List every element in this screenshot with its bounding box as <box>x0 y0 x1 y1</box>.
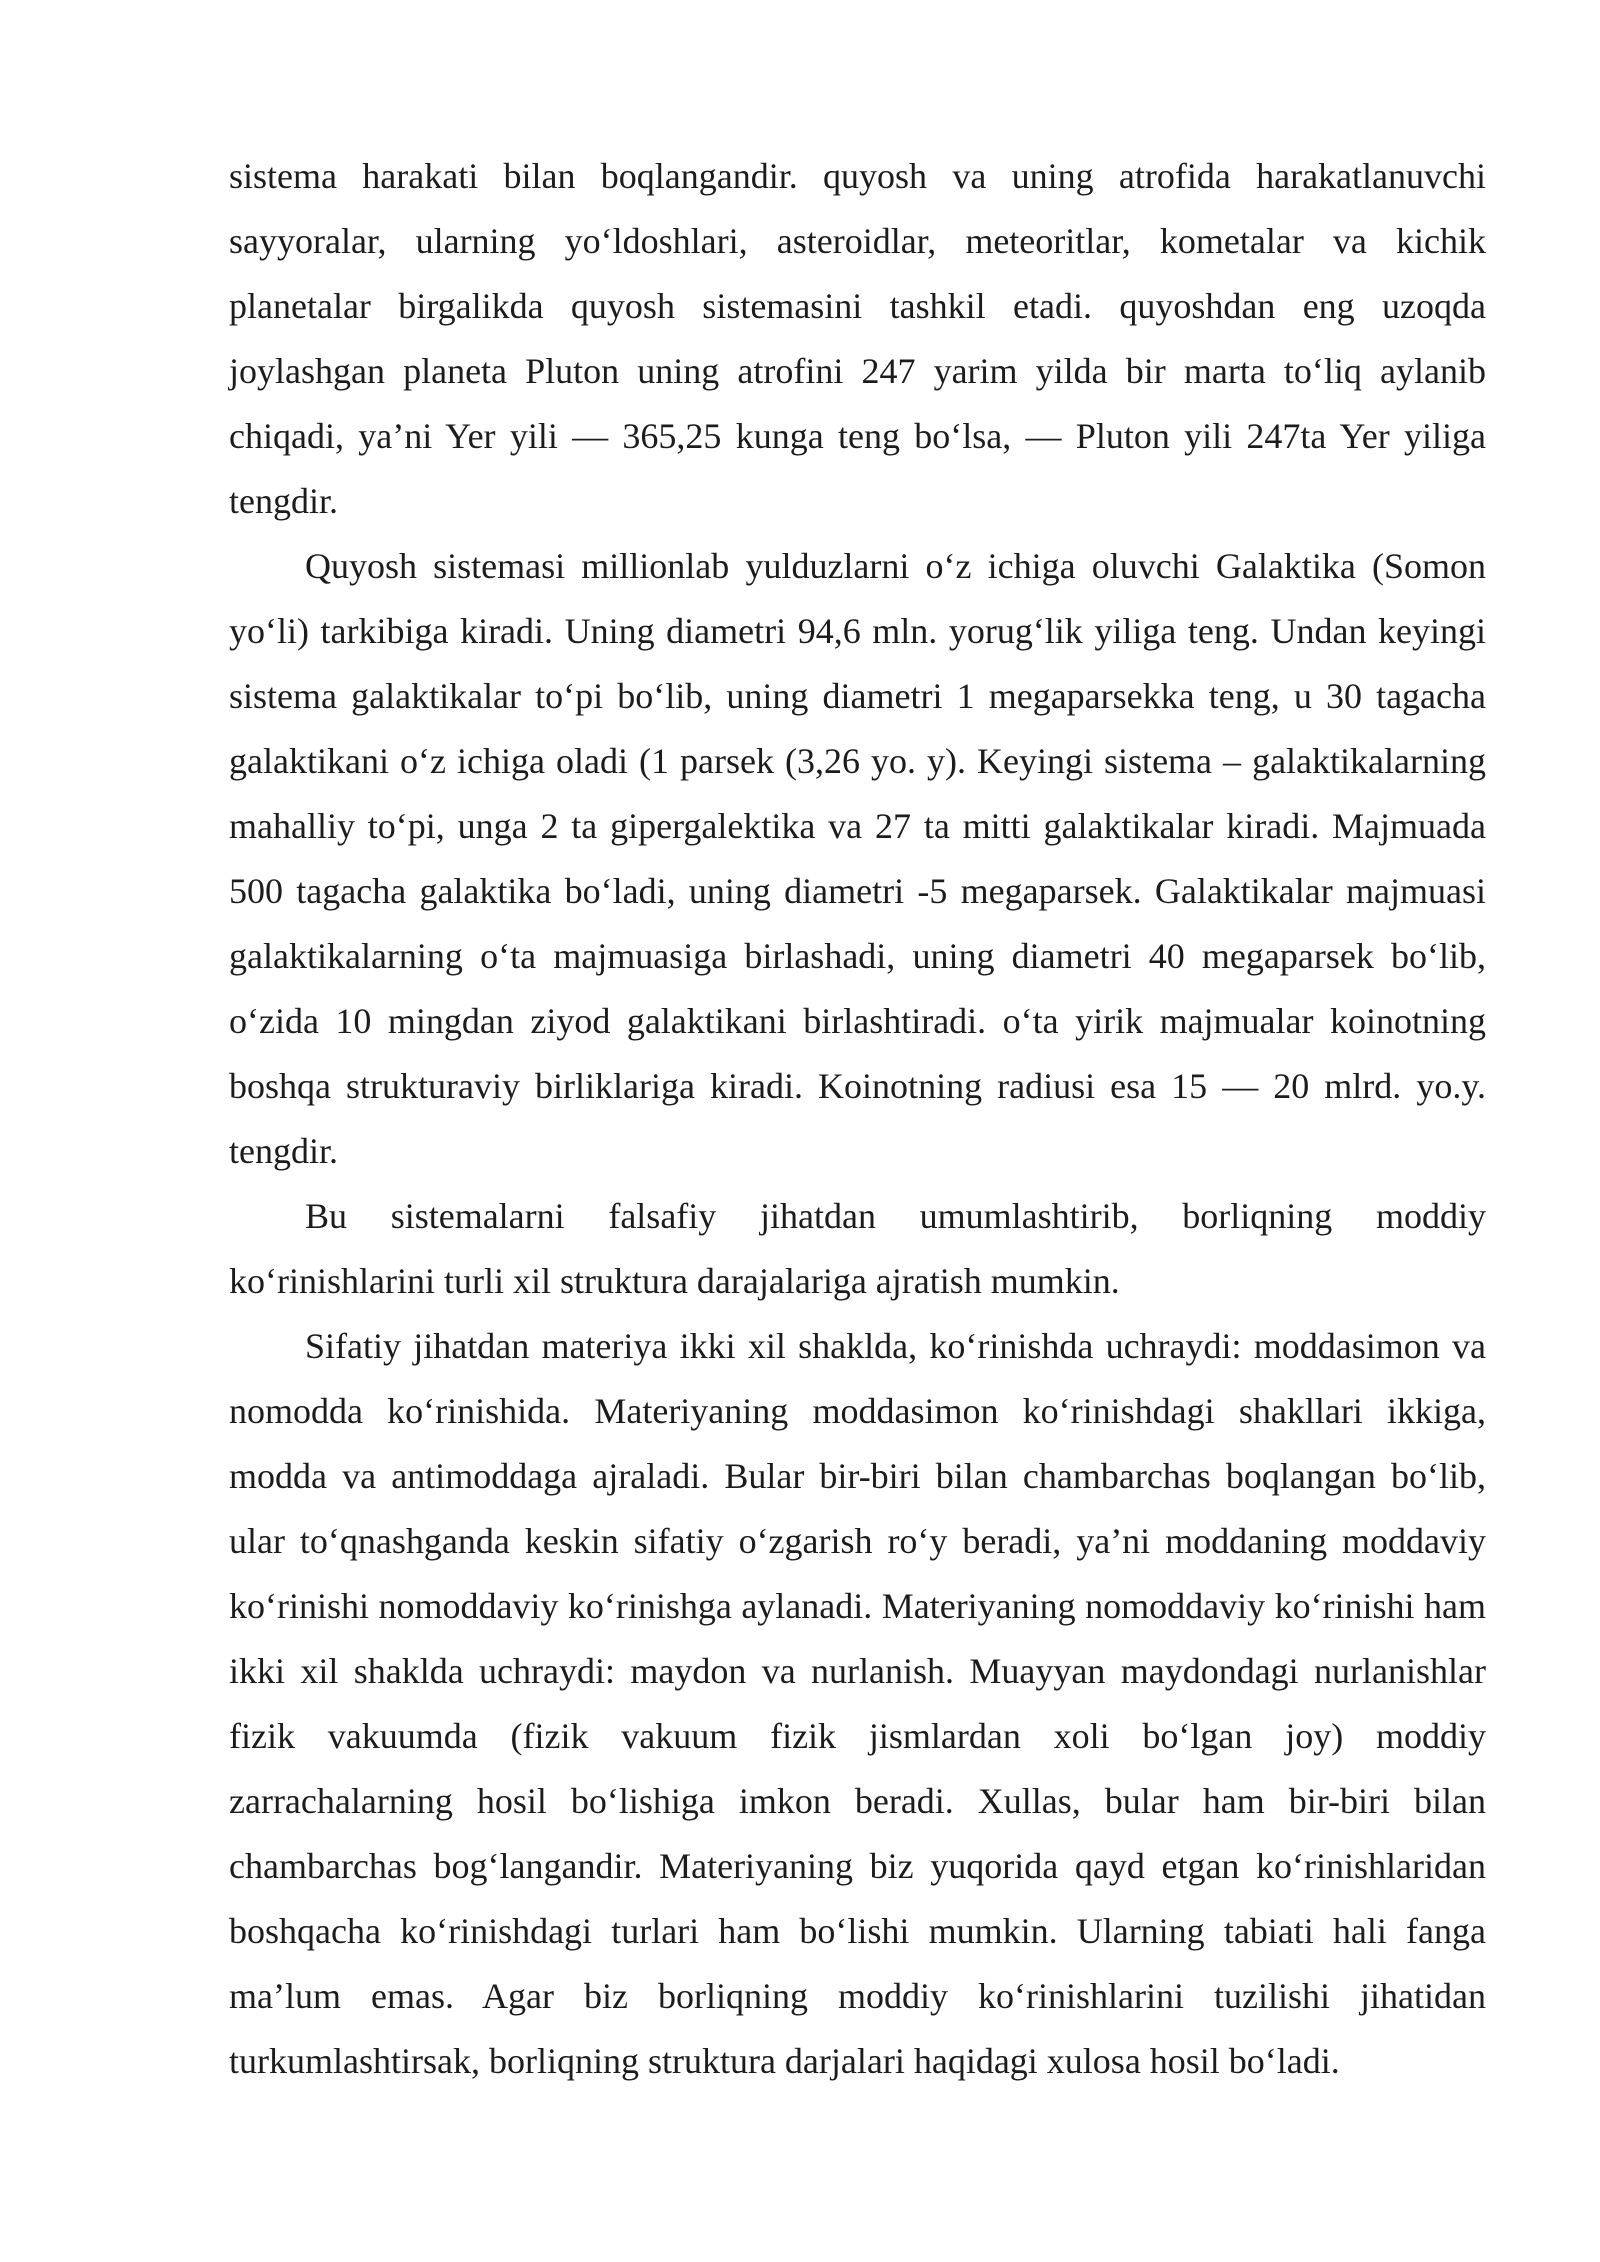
paragraph-generalization: Bu sistemalarni falsafiy jihatdan umumlashtirib, borliqning moddiy ko‘rinishlarini turli xil struktura darajalariga ajratish mumkin. <box>229 1196 1486 1301</box>
paragraph-galaxy: Quyosh sistemasi millionlab yulduzlarni o‘z ichiga oluvchi Galaktika (Somon yo‘li) tarkibiga kiradi. Uning diametri 94,6 mln. yorug‘lik yiliga teng. Undan keyingi sistema galaktikalar to‘pi bo‘lib, uning diametri 1 megaparsekka teng, u 30 tagacha galaktikani o‘z ichiga oladi (1 parsek (3,26 yo. y). Keyingi sistema – galaktikalarning mahalliy to‘pi, unga 2 ta gipergalektika va 27 ta mitti galaktikalar kiradi. Majmuada 500 tagacha galaktika bo‘ladi, uning diametri -5 megaparsek. Galaktikalar majmuasi galaktikalarning o‘ta majmuasiga birlashadi, uning diametri 40 megaparsek bo‘lib, o‘zida 10 mingdan ziyod galaktikani birlashtiradi. o‘ta yirik majmualar koinotning boshqa strukturaviy birliklariga kiradi. Koinotning radiusi esa 15 — 20 mlrd. yo.y. tengdir. <box>229 546 1486 1171</box>
body-text <box>229 144 1486 2094</box>
paragraph-continuation: sistema harakati bilan boqlangandir. quyosh va uning atrofida harakatlanuvchi sayyoralar, ularning yo‘ldoshlari, asteroidlar, meteoritlar, kometalar va kichik planetalar birgalikda quyosh sistemasini tashkil etadi. quyoshdan eng uzoqda joylashgan planeta Pluton uning atrofini 247 yarim yilda bir marta to‘liq aylanib chiqadi, ya’ni Yer yili — 365,25 kunga teng bo‘lsa, — Pluton yili 247ta Yer yiliga tengdir. <box>229 156 1486 521</box>
paragraph-matter-forms: Sifatiy jihatdan materiya ikki xil shaklda, ko‘rinishda uchraydi: moddasimon va nomodda ko‘rinishida. Materiyaning moddasimon ko‘rinishdagi shakllari ikkiga, modda va antimoddaga ajraladi. Bular bir-biri bilan chambarchas boqlangan bo‘lib, ular to‘qnashganda keskin sifatiy o‘zgarish ro‘y beradi, ya’ni moddaning moddaviy ko‘rinishi nomoddaviy ko‘rinishga aylanadi. Materiyaning nomoddaviy ko‘rinishi ham ikki xil shaklda uchraydi: maydon va nurlanish. Muayyan maydondagi nurlanishlar fizik vakuumda (fizik vakuum fizik jismlardan xoli bo‘lgan joy) moddiy zarrachalarning hosil bo‘lishiga imkon beradi. Xullas, bular ham bir-biri bilan chambarchas bog‘langandir. Materiyaning biz yuqorida qayd etgan ko‘rinishlaridan boshqacha ko‘rinishdagi turlari ham bo‘lishi mumkin. Ularning tabiati hali fanga ma’lum emas. Agar biz borliqning moddiy ko‘rinishlarini tuzilishi jihatidan turkumlashtirsak, borliqning struktura darjalari haqidagi xulosa hosil bo‘ladi. <box>229 1326 1486 2081</box>
